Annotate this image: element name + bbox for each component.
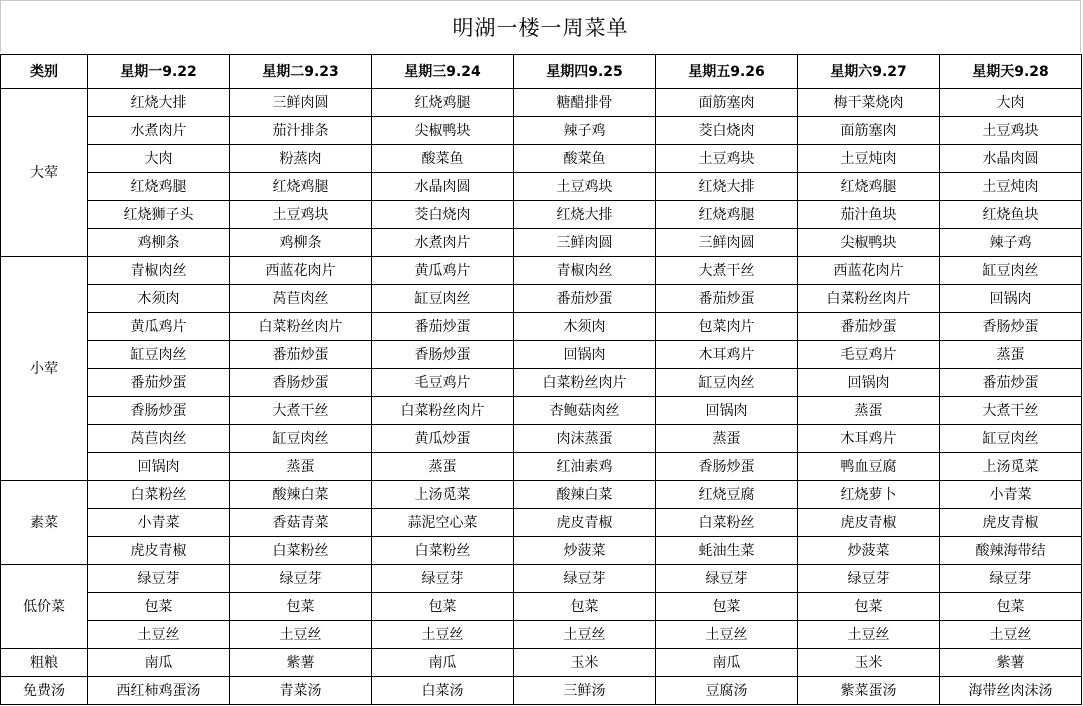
dish-cell: 土豆鸡块 xyxy=(230,201,372,229)
day-header-sun: 星期天9.28 xyxy=(940,55,1082,89)
dish-cell: 虎皮青椒 xyxy=(514,509,656,537)
dish-cell: 酸菜鱼 xyxy=(372,145,514,173)
dish-cell: 香肠炒蛋 xyxy=(940,313,1082,341)
dish-cell: 鸭血豆腐 xyxy=(798,453,940,481)
dish-cell: 青菜汤 xyxy=(230,677,372,705)
dish-cell: 回锅肉 xyxy=(798,369,940,397)
dish-cell: 白菜粉丝 xyxy=(656,509,798,537)
dish-cell: 粉蒸肉 xyxy=(230,145,372,173)
dish-cell: 面筋塞肉 xyxy=(656,89,798,117)
dish-cell: 缸豆肉丝 xyxy=(88,341,230,369)
dish-cell: 香肠炒蛋 xyxy=(88,397,230,425)
dish-cell: 番茄炒蛋 xyxy=(656,285,798,313)
table-row xyxy=(1,453,1082,481)
dish-cell: 大肉 xyxy=(940,89,1082,117)
dish-cell: 玉米 xyxy=(514,649,656,677)
dish-cell: 南瓜 xyxy=(656,649,798,677)
dish-cell: 包菜 xyxy=(940,593,1082,621)
dish-cell: 蒸蛋 xyxy=(940,341,1082,369)
dish-cell: 水煮肉片 xyxy=(372,229,514,257)
dish-cell: 西蓝花肉片 xyxy=(798,257,940,285)
dish-cell: 木须肉 xyxy=(514,313,656,341)
day-header-fri: 星期五9.26 xyxy=(656,55,798,89)
table-row xyxy=(1,313,1082,341)
dish-cell: 包菜 xyxy=(798,593,940,621)
dish-cell: 南瓜 xyxy=(88,649,230,677)
dish-cell: 白菜粉丝肉片 xyxy=(372,397,514,425)
dish-cell: 酸辣白菜 xyxy=(230,481,372,509)
dish-cell: 酸菜鱼 xyxy=(514,145,656,173)
dish-cell: 鸡柳条 xyxy=(88,229,230,257)
page-title: 明湖一楼一周菜单 xyxy=(452,15,629,40)
table-row xyxy=(1,257,1082,285)
table-row xyxy=(1,565,1082,593)
table-row xyxy=(1,425,1082,453)
header-row xyxy=(1,55,1082,89)
table-row xyxy=(1,341,1082,369)
dish-cell: 西蓝花肉片 xyxy=(230,257,372,285)
dish-cell: 玉米 xyxy=(798,649,940,677)
dish-cell: 番茄炒蛋 xyxy=(372,313,514,341)
dish-cell: 蒸蛋 xyxy=(230,453,372,481)
dish-cell: 木耳鸡片 xyxy=(798,425,940,453)
dish-cell: 青椒肉丝 xyxy=(88,257,230,285)
dish-cell: 红烧鸡腿 xyxy=(230,173,372,201)
dish-cell: 蒸蛋 xyxy=(798,397,940,425)
dish-cell: 白菜粉丝 xyxy=(372,537,514,565)
dish-cell: 绿豆芽 xyxy=(656,565,798,593)
dish-cell: 木耳鸡片 xyxy=(656,341,798,369)
dish-cell: 茭白烧肉 xyxy=(656,117,798,145)
dish-cell: 西红柿鸡蛋汤 xyxy=(88,677,230,705)
dish-cell: 炒菠菜 xyxy=(514,537,656,565)
category-label: 粗粮 xyxy=(1,649,88,677)
dish-cell: 水煮肉片 xyxy=(88,117,230,145)
category-label: 免费汤 xyxy=(1,677,88,705)
dish-cell: 梅干菜烧肉 xyxy=(798,89,940,117)
dish-cell: 南瓜 xyxy=(372,649,514,677)
dish-cell: 毛豆鸡片 xyxy=(798,341,940,369)
dish-cell: 紫薯 xyxy=(940,649,1082,677)
dish-cell: 莴苣肉丝 xyxy=(88,425,230,453)
dish-cell: 绿豆芽 xyxy=(372,565,514,593)
table-row xyxy=(1,145,1082,173)
table-row xyxy=(1,173,1082,201)
dish-cell: 绿豆芽 xyxy=(940,565,1082,593)
dish-cell: 紫薯 xyxy=(230,649,372,677)
dish-cell: 番茄炒蛋 xyxy=(230,341,372,369)
dish-cell: 回锅肉 xyxy=(514,341,656,369)
dish-cell: 缸豆肉丝 xyxy=(372,285,514,313)
dish-cell: 香菇青菜 xyxy=(230,509,372,537)
dish-cell: 鸡柳条 xyxy=(230,229,372,257)
dish-cell: 大煮干丝 xyxy=(230,397,372,425)
table-row xyxy=(1,89,1082,117)
dish-cell: 辣子鸡 xyxy=(940,229,1082,257)
dish-cell: 番茄炒蛋 xyxy=(514,285,656,313)
dish-cell: 尖椒鸭块 xyxy=(372,117,514,145)
day-header-wed: 星期三9.24 xyxy=(372,55,514,89)
dish-cell: 茄汁排条 xyxy=(230,117,372,145)
dish-cell: 土豆鸡块 xyxy=(940,117,1082,145)
dish-cell: 土豆炖肉 xyxy=(798,145,940,173)
dish-cell: 缸豆肉丝 xyxy=(656,369,798,397)
dish-cell: 红烧豆腐 xyxy=(656,481,798,509)
dish-cell: 黄瓜鸡片 xyxy=(372,257,514,285)
dish-cell: 白菜粉丝肉片 xyxy=(230,313,372,341)
dish-cell: 虎皮青椒 xyxy=(798,509,940,537)
day-header-sat: 星期六9.27 xyxy=(798,55,940,89)
table-row xyxy=(1,397,1082,425)
dish-cell: 肉沫蒸蛋 xyxy=(514,425,656,453)
dish-cell: 土豆丝 xyxy=(88,621,230,649)
dish-cell: 土豆鸡块 xyxy=(514,173,656,201)
dish-cell: 水晶肉圆 xyxy=(940,145,1082,173)
dish-cell: 水晶肉圆 xyxy=(372,173,514,201)
dish-cell: 莴苣肉丝 xyxy=(230,285,372,313)
table-row xyxy=(1,201,1082,229)
dish-cell: 土豆炖肉 xyxy=(940,173,1082,201)
dish-cell: 包菜 xyxy=(88,593,230,621)
dish-cell: 三鲜肉圆 xyxy=(656,229,798,257)
dish-cell: 缸豆肉丝 xyxy=(230,425,372,453)
dish-cell: 小青菜 xyxy=(940,481,1082,509)
dish-cell: 绿豆芽 xyxy=(798,565,940,593)
dish-cell: 包菜 xyxy=(656,593,798,621)
dish-cell: 绿豆芽 xyxy=(88,565,230,593)
category-label: 小荤 xyxy=(1,257,88,481)
dish-cell: 酸辣海带结 xyxy=(940,537,1082,565)
dish-cell: 回锅肉 xyxy=(656,397,798,425)
day-header-tue: 星期二9.23 xyxy=(230,55,372,89)
dish-cell: 土豆丝 xyxy=(798,621,940,649)
table-row xyxy=(1,509,1082,537)
dish-cell: 回锅肉 xyxy=(88,453,230,481)
dish-cell: 土豆丝 xyxy=(656,621,798,649)
weekly-menu-table xyxy=(0,54,1082,705)
table-row xyxy=(1,677,1082,705)
category-label: 低价菜 xyxy=(1,565,88,649)
dish-cell: 番茄炒蛋 xyxy=(940,369,1082,397)
dish-cell: 红烧鸡腿 xyxy=(88,173,230,201)
dish-cell: 大煮干丝 xyxy=(656,257,798,285)
day-header-mon: 星期一9.22 xyxy=(88,55,230,89)
dish-cell: 香肠炒蛋 xyxy=(656,453,798,481)
table-row xyxy=(1,285,1082,313)
table-row xyxy=(1,537,1082,565)
dish-cell: 大煮干丝 xyxy=(940,397,1082,425)
dish-cell: 缸豆肉丝 xyxy=(940,425,1082,453)
dish-cell: 红烧萝卜 xyxy=(798,481,940,509)
dish-cell: 酸辣白菜 xyxy=(514,481,656,509)
dish-cell: 红油素鸡 xyxy=(514,453,656,481)
dish-cell: 黄瓜鸡片 xyxy=(88,313,230,341)
dish-cell: 小青菜 xyxy=(88,509,230,537)
dish-cell: 海带丝肉沫汤 xyxy=(940,677,1082,705)
table-row xyxy=(1,593,1082,621)
dish-cell: 红烧狮子头 xyxy=(88,201,230,229)
dish-cell: 糖醋排骨 xyxy=(514,89,656,117)
dish-cell: 蒸蛋 xyxy=(656,425,798,453)
category-label: 素菜 xyxy=(1,481,88,565)
dish-cell: 红烧鸡腿 xyxy=(656,201,798,229)
dish-cell: 木须肉 xyxy=(88,285,230,313)
dish-cell: 番茄炒蛋 xyxy=(88,369,230,397)
dish-cell: 三鲜汤 xyxy=(514,677,656,705)
dish-cell: 紫菜蛋汤 xyxy=(798,677,940,705)
dish-cell: 虎皮青椒 xyxy=(940,509,1082,537)
dish-cell: 土豆丝 xyxy=(372,621,514,649)
dish-cell: 面筋塞肉 xyxy=(798,117,940,145)
table-row xyxy=(1,621,1082,649)
dish-cell: 白菜汤 xyxy=(372,677,514,705)
dish-cell: 茄汁鱼块 xyxy=(798,201,940,229)
dish-cell: 土豆丝 xyxy=(940,621,1082,649)
menu-body xyxy=(1,89,1082,705)
dish-cell: 白菜粉丝 xyxy=(230,537,372,565)
table-row xyxy=(1,649,1082,677)
dish-cell: 蒸蛋 xyxy=(372,453,514,481)
dish-cell: 炒菠菜 xyxy=(798,537,940,565)
dish-cell: 青椒肉丝 xyxy=(514,257,656,285)
dish-cell: 毛豆鸡片 xyxy=(372,369,514,397)
dish-cell: 白菜粉丝肉片 xyxy=(798,285,940,313)
dish-cell: 白菜粉丝肉片 xyxy=(514,369,656,397)
dish-cell: 红烧鸡腿 xyxy=(372,89,514,117)
dish-cell: 虎皮青椒 xyxy=(88,537,230,565)
dish-cell: 三鲜肉圆 xyxy=(514,229,656,257)
dish-cell: 番茄炒蛋 xyxy=(798,313,940,341)
dish-cell: 上汤觅菜 xyxy=(372,481,514,509)
category-label: 大荤 xyxy=(1,89,88,257)
day-header-thu: 星期四9.25 xyxy=(514,55,656,89)
dish-cell: 白菜粉丝 xyxy=(88,481,230,509)
dish-cell: 豆腐汤 xyxy=(656,677,798,705)
dish-cell: 香肠炒蛋 xyxy=(372,341,514,369)
dish-cell: 红烧大排 xyxy=(656,173,798,201)
dish-cell: 辣子鸡 xyxy=(514,117,656,145)
dish-cell: 包菜 xyxy=(514,593,656,621)
dish-cell: 土豆丝 xyxy=(514,621,656,649)
dish-cell: 大肉 xyxy=(88,145,230,173)
dish-cell: 红烧大排 xyxy=(88,89,230,117)
dish-cell: 红烧鸡腿 xyxy=(798,173,940,201)
dish-cell: 尖椒鸭块 xyxy=(798,229,940,257)
dish-cell: 上汤觅菜 xyxy=(940,453,1082,481)
dish-cell: 蒜泥空心菜 xyxy=(372,509,514,537)
dish-cell: 包菜肉片 xyxy=(656,313,798,341)
dish-cell: 绿豆芽 xyxy=(230,565,372,593)
table-row xyxy=(1,117,1082,145)
dish-cell: 茭白烧肉 xyxy=(372,201,514,229)
dish-cell: 土豆鸡块 xyxy=(656,145,798,173)
category-header: 类别 xyxy=(1,55,88,89)
dish-cell: 土豆丝 xyxy=(230,621,372,649)
dish-cell: 红烧大排 xyxy=(514,201,656,229)
dish-cell: 香肠炒蛋 xyxy=(230,369,372,397)
table-row xyxy=(1,481,1082,509)
dish-cell: 三鲜肉圆 xyxy=(230,89,372,117)
dish-cell: 缸豆肉丝 xyxy=(940,257,1082,285)
dish-cell: 回锅肉 xyxy=(940,285,1082,313)
table-row xyxy=(1,369,1082,397)
dish-cell: 黄瓜炒蛋 xyxy=(372,425,514,453)
dish-cell: 红烧鱼块 xyxy=(940,201,1082,229)
table-row xyxy=(1,229,1082,257)
dish-cell: 杏鲍菇肉丝 xyxy=(514,397,656,425)
dish-cell: 包菜 xyxy=(372,593,514,621)
dish-cell: 蚝油生菜 xyxy=(656,537,798,565)
dish-cell: 包菜 xyxy=(230,593,372,621)
title-bar xyxy=(0,0,1081,52)
dish-cell: 绿豆芽 xyxy=(514,565,656,593)
